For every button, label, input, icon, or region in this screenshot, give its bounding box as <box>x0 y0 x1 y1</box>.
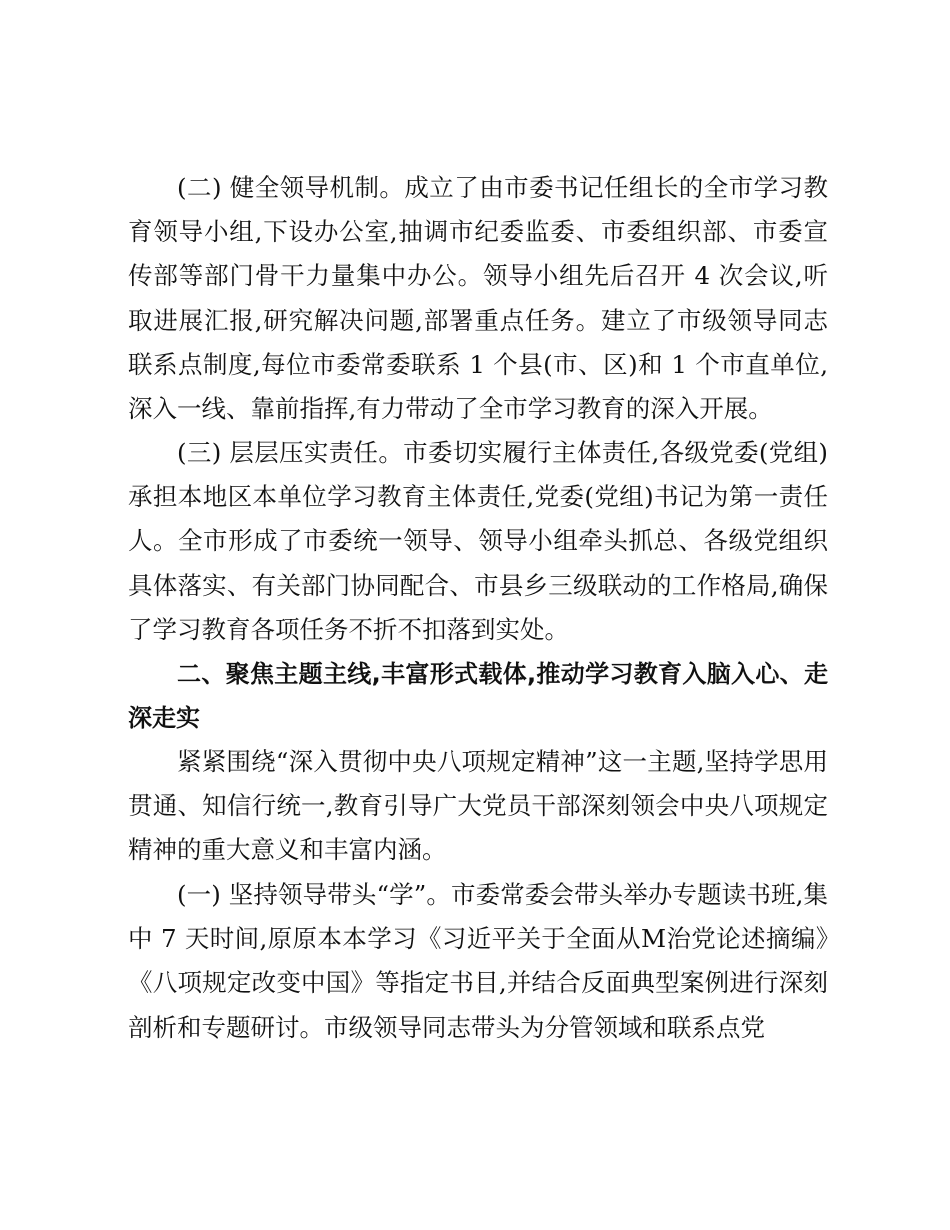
section-heading-two: 二、聚焦主题主线,丰富形式载体,推动学习教育入脑入心、走深走实 <box>128 660 828 733</box>
paragraph-leadership-mechanism: (二) 健全领导机制。成立了由市委书记任组长的全市学习教育领导小组,下设办公室,抽调市纪委监委、市委组织部、市委宣传部等部门骨干力量集中办公。领导小组先后召开 4 次会议,听取进展汇报,研究解决问题,部署重点任务。建立了市级领导同志联系点制度,每位市委常委联系 1 个县(市、区)和 1 个市直单位,深入一线、靠前指挥,有力带动了全市学习教育的深入开展。 <box>128 173 828 424</box>
paragraph-leaders-study: (一) 坚持领导带头“学”。市委常委会带头举办专题读书班,集中 7 天时间,原原本本学习《习近平关于全面从M治党论述摘编》《八项规定改变中国》等指定书目,并结合反面典型案例进行深刻剖析和专题研讨。市级领导同志带头为分管领域和联系点党 <box>128 880 828 1042</box>
paragraph-responsibility: (三) 层层压实责任。市委切实履行主体责任,各级党委(党组)承担本地区本单位学习教育主体责任,党委(党组)书记为第一责任人。全市形成了市委统一领导、领导小组牵头抓总、各级党组织具体落实、有关部门协同配合、市县乡三级联动的工作格局,确保了学习教育各项任务不折不扣落到实处。 <box>128 438 828 644</box>
paragraph-theme-intro: 紧紧围绕“深入贯彻中央八项规定精神”这一主题,坚持学思用贯通、知信行统一,教育引导广大党员干部深刻领会中央八项规定精神的重大意义和丰富内涵。 <box>128 747 828 865</box>
